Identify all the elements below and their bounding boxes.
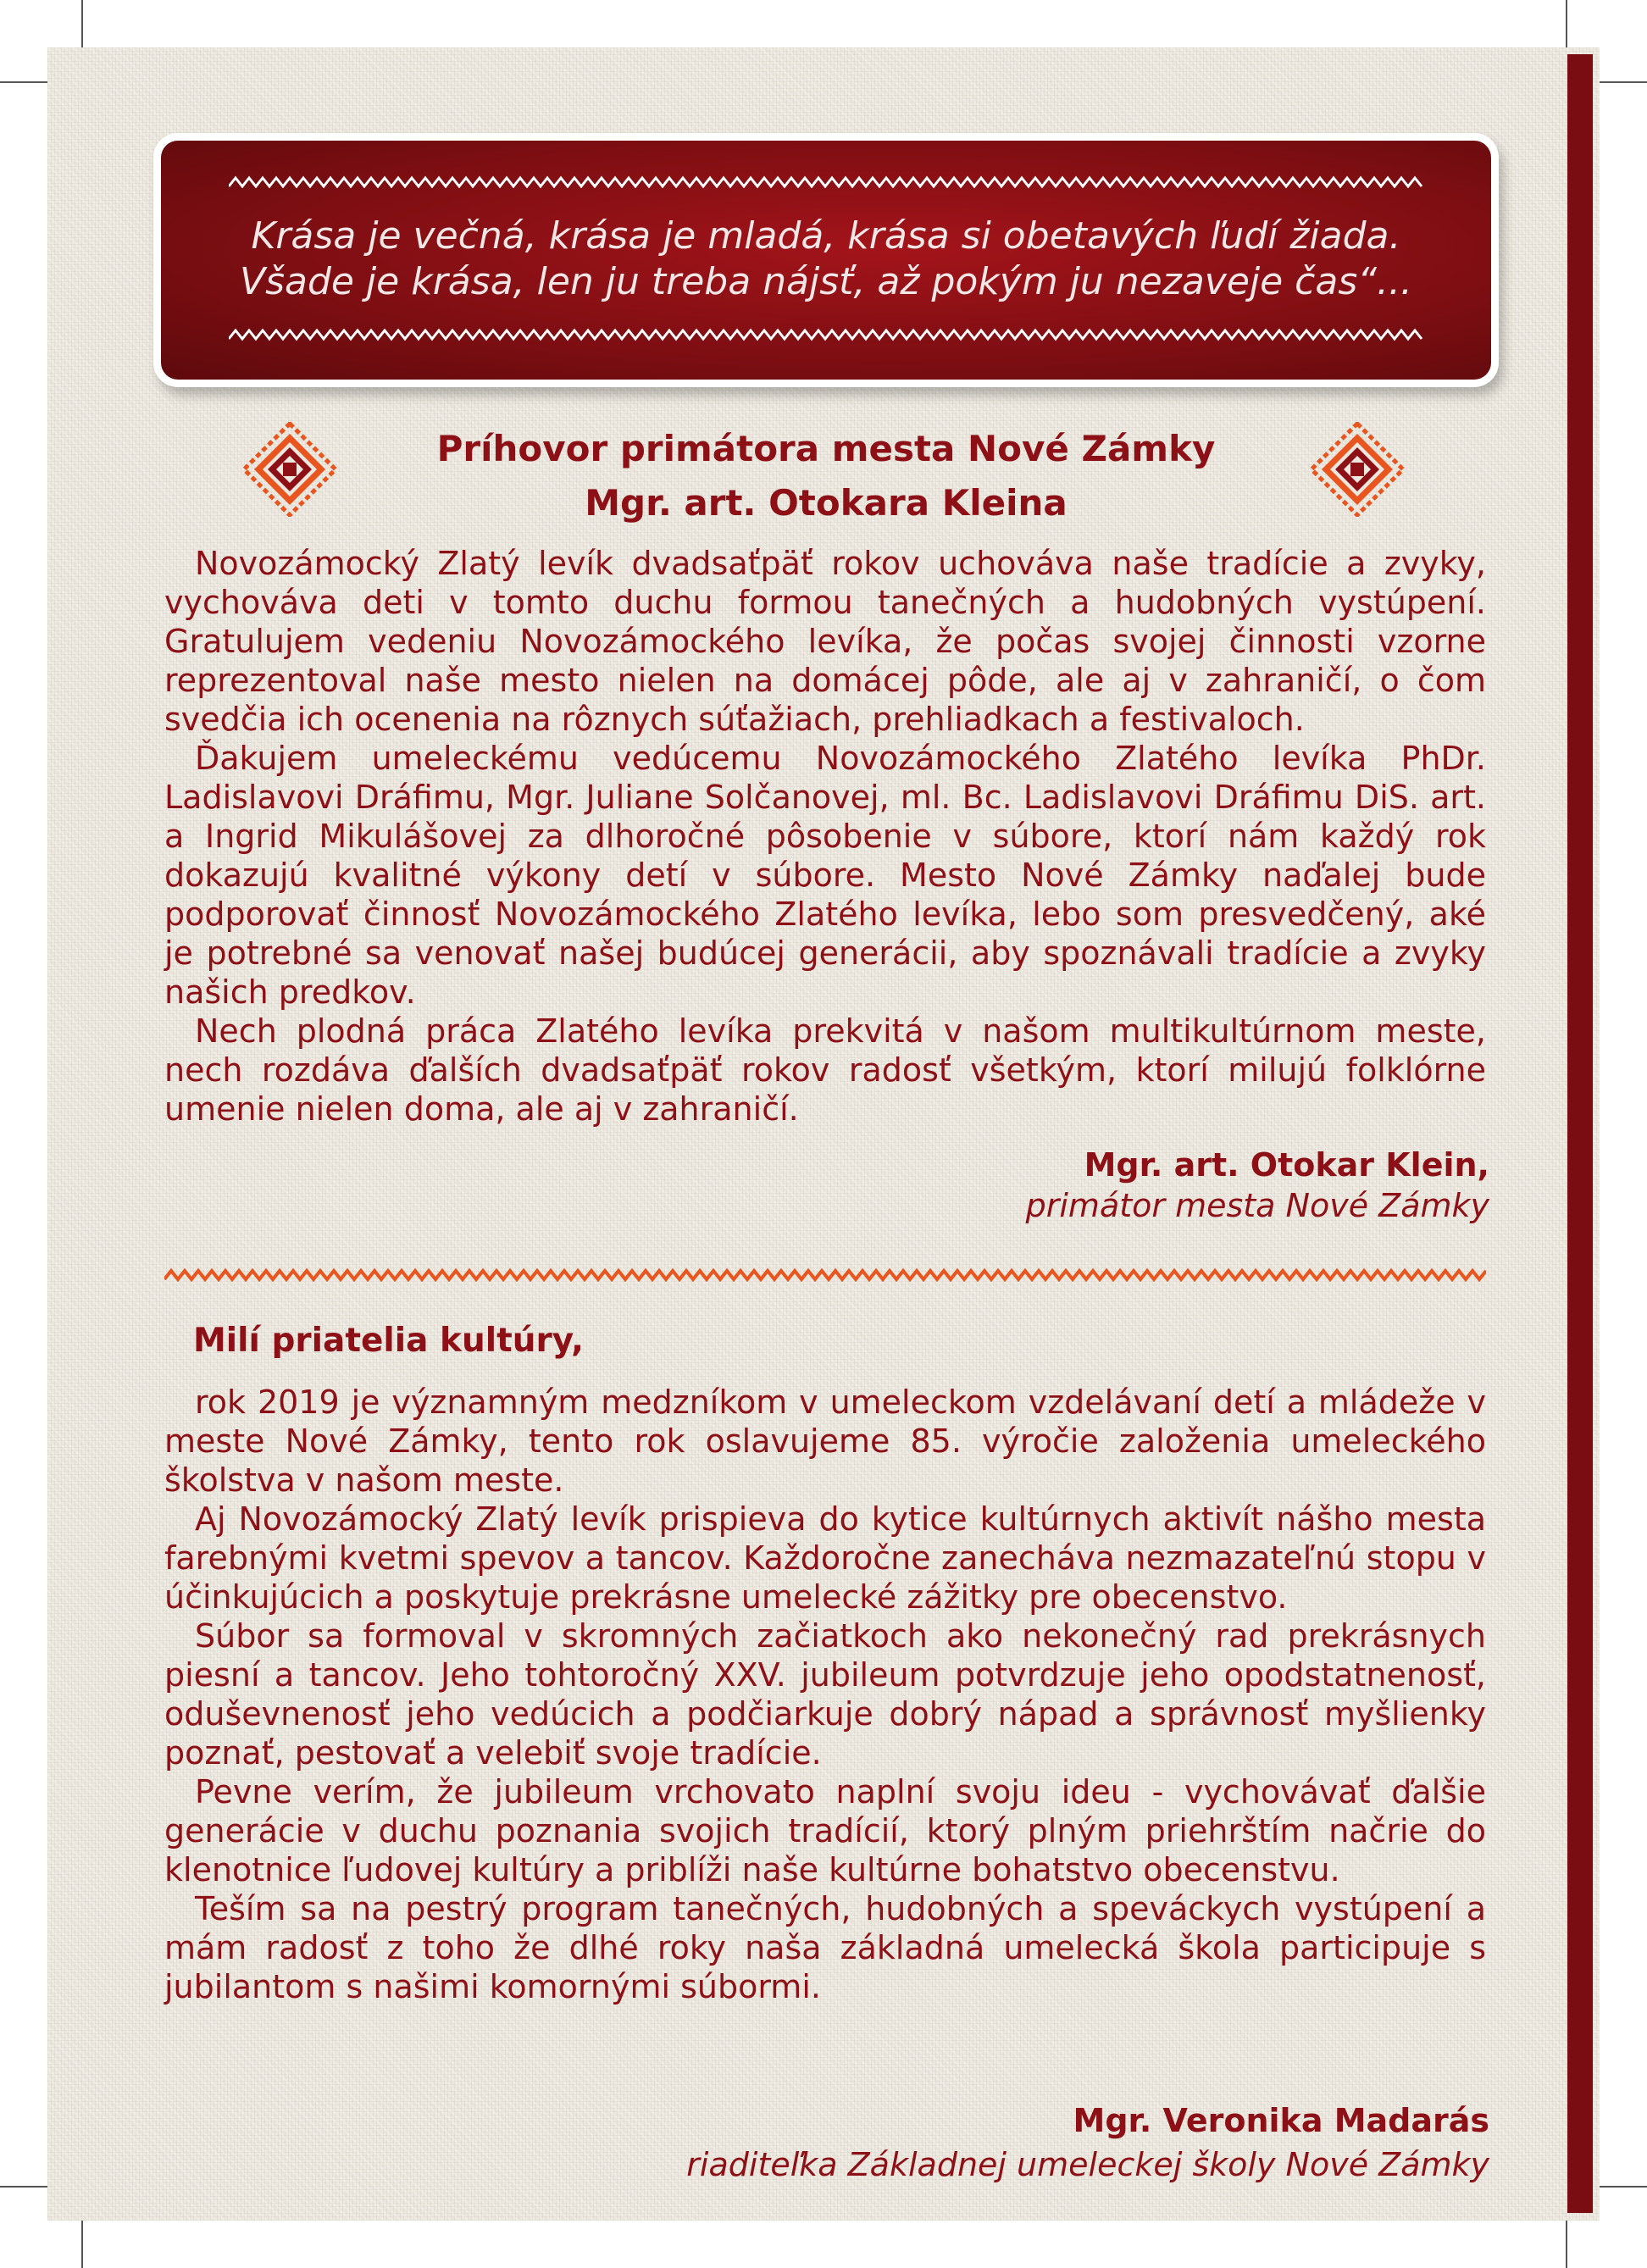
section-2-paragraph-4: Pevne verím, že jubileum vrchovato naplní svoju ideu - vychovávať ďalšie generácie v duchu poznania svojich tradícií, ktorý plným priehrštím načrie do klenotnice ľudovej kultúry a priblíži naše kultúrne bohatstvo obecenstvu.	[164, 1773, 1486, 1888]
crop-mark-top-left	[0, 81, 47, 83]
crop-mark-bottom-left	[0, 2186, 47, 2188]
section-2-paragraph-3: Súbor sa formoval v skromných začiatkoch ako nekonečný rad prekrásnych piesní a tancov. Jeho tohtoročný XXV. jubileum potvrdzuje jeho opodstatnenosť, oduševnenosť jeho vedúcich a podčiarkuje dobrý nápad a správnosť myšlienky poznať, pestovať a velebiť svoje tradície.	[164, 1617, 1486, 1772]
section-1-signature-name: Mgr. art. Otokar Klein,	[1084, 1146, 1489, 1184]
section-2-signature-name: Mgr. Veronika Madarás	[1073, 2102, 1489, 2139]
section-divider-zigzag	[164, 1266, 1486, 1286]
crop-mark-bottom-right	[1600, 2186, 1647, 2188]
crop-mark-bottom-left-v	[81, 2221, 83, 2268]
section-2-body	[164, 1383, 1486, 2006]
section-1-paragraph-3: Nech plodná práca Zlatého levíka prekvitá v našom multikultúrnom meste, nech rozdáva ďalších dvadsaťpäť rokov radosť všetkým, ktorí milujú folklórne umenie nielen doma, ale aj v zahraničí.	[164, 1012, 1486, 1128]
banner-zigzag-bottom	[229, 325, 1423, 346]
section-2-greeting: Milí priatelia kultúry,	[193, 1322, 584, 1360]
section-1-signature-role: primátor mesta Nové Zámky	[1025, 1187, 1489, 1224]
section-2-paragraph-5: Teším sa na pestrý program tanečných, hudobných a speváckych vystúpení a mám radosť z toho že dlhé roky naša základná umelecká škola participuje s jubilantom s našimi komornými súbormi.	[164, 1890, 1486, 2005]
section-2-signature-role: riaditeľka Základnej umeleckej školy Nové Zámky	[686, 2146, 1489, 2183]
section-2-paragraph-2: Aj Novozámocký Zlatý levík prispieva do kytice kultúrnych aktivít nášho mesta farebnými kvetmi spevov a tancov. Každoročne zanecháva nezmazateľnú stopu v účinkujúcich a poskytuje prekrásne umelecké zážitky pre obecenstvo.	[164, 1500, 1486, 1616]
quote-line-2: Všade je krása, len ju treba nájsť, až pokým ju nezaveje čas“...	[239, 260, 1413, 303]
section-1-paragraph-1: Novozámocký Zlatý levík dvadsaťpäť rokov uchováva naše tradície a zvyky, vychováva deti v tomto duchu formou tanečných a hudobných vystúpení. Gratulujem vedeniu Novozámockého levíka, že počas svojej činnosti vzorne reprezentoval naše mesto nielen na domácej pôde, ale aj v zahraničí, o čom svedčia ich ocenenia na rôznych súťažiach, prehliadkach a festivaloch.	[164, 545, 1486, 738]
crop-mark-top-right-v	[1566, 0, 1567, 47]
banner-zigzag-top	[229, 173, 1423, 193]
section-1-paragraph-2: Ďakujem umeleckému vedúcemu Novozámockého Zlatého levíka PhDr. Ladislavovi Dráfimu, Mgr. Juliane Solčanovej, ml. Bc. Ladislavovi Dráfimu DiS. art. a Ingrid Mikulášovej za dlhoročné pôsobenie v súbore, ktorí nám každý rok dokazujú kvalitné výkony detí v súbore. Mesto Nové Zámky naďalej bude podporovať činnosť Novozámockého Zlatého levíka, lebo som presvedčený, aké je potrebné sa venovať našej budúcej generácii, aby spoznávali tradície a zvyky našich predkov.	[164, 740, 1486, 1011]
quote-line-1: Krása je večná, krása je mladá, krása si obetavých ľudí žiada.	[251, 214, 1401, 258]
section-1-title-line-1: Príhovor primátora mesta Nové Zámky	[436, 428, 1216, 469]
section-2-paragraph-1: rok 2019 je významným medzníkom v umeleckom vzdelávaní detí a mládeže v meste Nové Zámky, tento rok oslavujeme 85. výročie založenia umeleckého školstva v našom meste.	[164, 1384, 1486, 1499]
side-accent-bar	[1567, 54, 1593, 2213]
crop-mark-bottom-right-v	[1566, 2221, 1567, 2268]
crop-mark-top-right	[1600, 81, 1647, 83]
section-1-body	[164, 544, 1486, 1128]
section-1-title-line-2: Mgr. art. Otokara Kleina	[585, 482, 1068, 524]
quote-banner	[161, 141, 1491, 380]
crop-mark-top-left-v	[81, 0, 83, 47]
